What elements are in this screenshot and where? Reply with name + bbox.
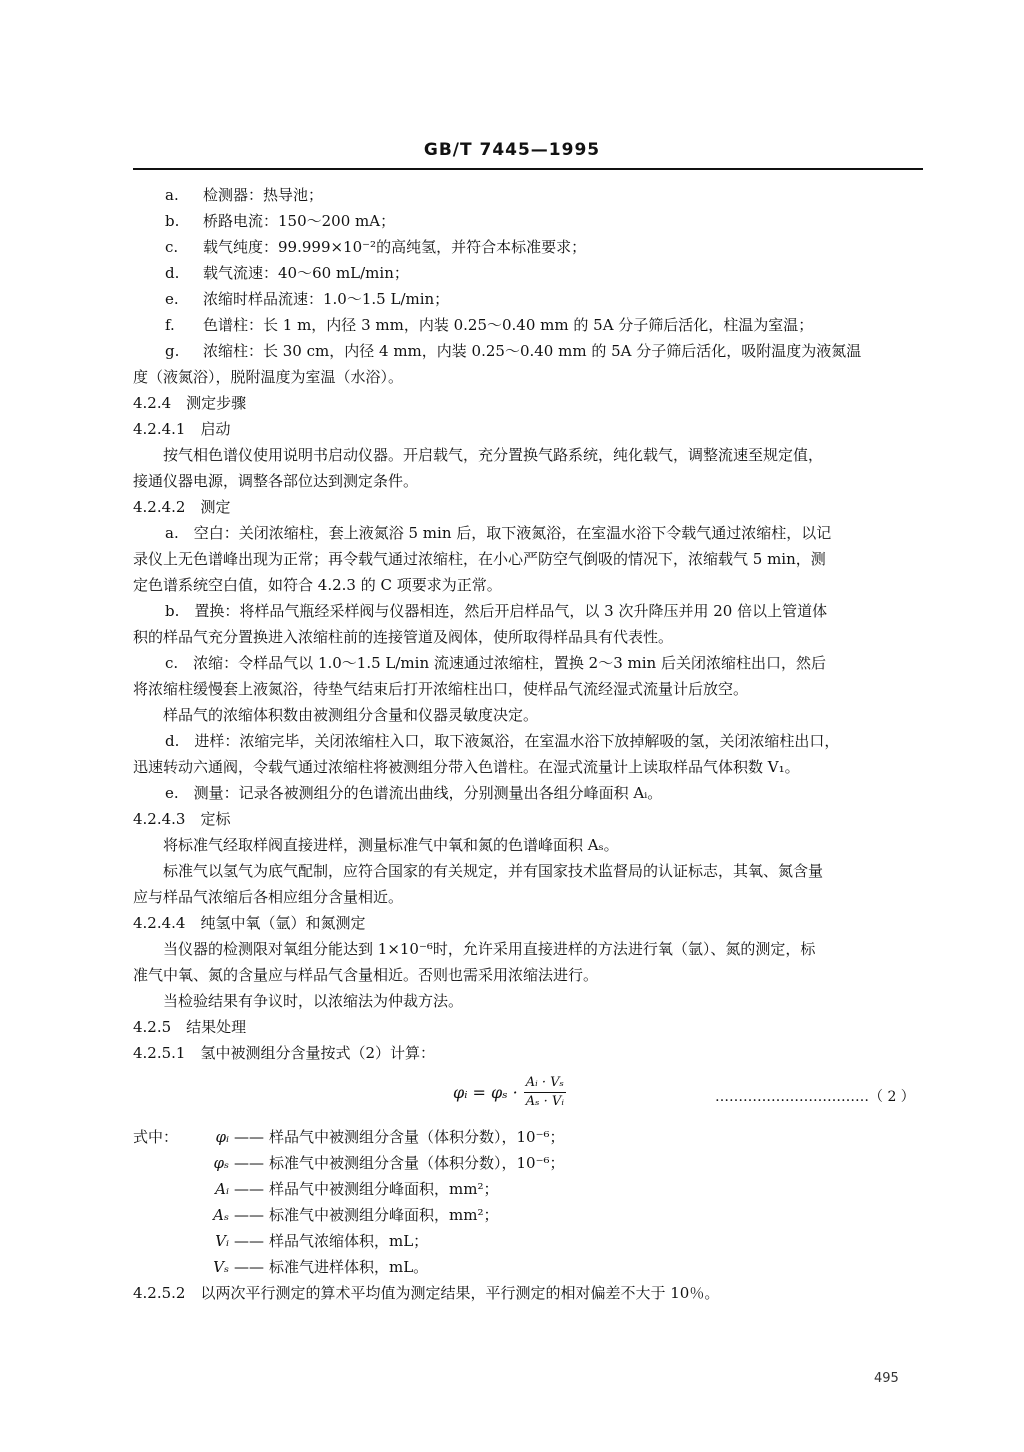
definition-symbol	[133, 1124, 229, 1150]
header-rule	[133, 168, 923, 170]
definition-symbol: Vᵢ	[215, 1232, 229, 1250]
symbol-text: φᵢ	[215, 1128, 229, 1146]
step-line: 迅速转动六通阀，令载气通过浓缩柱将被测组分带入色谱柱。在湿式流量计上读取样品气体积数 V₁。	[133, 758, 800, 776]
definition-symbol: Aₛ	[213, 1206, 229, 1224]
item-label: c.	[165, 238, 179, 256]
definition-text: 样品气中被测组分含量（体积分数），10⁻⁶；	[269, 1128, 565, 1146]
paragraph: 标准气以氢气为底气配制，应符合国家的有关规定，并有国家技术监督局的认证标志，其氧、氮含量	[163, 862, 824, 880]
definition-symbol: Vₛ	[213, 1258, 229, 1276]
definition-row	[133, 1254, 928, 1280]
condition-item	[133, 312, 928, 338]
definition-row	[133, 1228, 928, 1254]
formula	[453, 1074, 566, 1111]
step-line: 录仪上无色谱峰出现为正常；再令载气通过浓缩柱，在小心严防空气倒吸的情况下，浓缩载气 5 min，测	[133, 550, 826, 568]
formula-lhs: φᵢ = φₛ ·	[453, 1082, 518, 1102]
section-heading: 4.2.4.4 纯氢中氧（氩）和氮测定	[133, 914, 366, 932]
definition-dash: ——	[234, 1128, 264, 1146]
definition-dash: ——	[234, 1206, 264, 1224]
condition-item	[133, 260, 928, 286]
definition-row	[133, 1176, 928, 1202]
condition-item	[133, 208, 928, 234]
formula-fraction	[524, 1074, 566, 1111]
document-header: GB/T 7445—1995	[423, 140, 601, 160]
item-text: 浓缩时样品流速：1.0～1.5 L/min；	[203, 290, 450, 308]
definition-row	[133, 1124, 928, 1150]
paragraph-continuation: 准气中氧、氮的含量应与样品气含量相近。否则也需采用浓缩法进行。	[133, 966, 599, 984]
condition-item	[133, 234, 928, 260]
step-line: 定色谱系统空白值，如符合 4.2.3 的 C 项要求为正常。	[133, 576, 502, 594]
condition-item	[133, 182, 928, 208]
paragraph: 将标准气经取样阀直接进样，测量标准气中氧和氮的色谱峰面积 Aₛ。	[163, 836, 619, 854]
item-text: 浓缩柱：长 30 cm，内径 4 mm，内装 0.25～0.40 mm 的 5A 分子筛后活化，吸附温度为液氮温	[203, 342, 862, 360]
definition-dash: ——	[234, 1258, 264, 1276]
definition-dash: ——	[234, 1232, 264, 1250]
step-line: 将浓缩柱缓慢套上液氮浴，待垫气结束后打开浓缩柱出口，使样品气流经湿式流量计后放空。	[133, 680, 749, 698]
step-line: c. 浓缩：令样品气以 1.0～1.5 L/min 流速通过浓缩柱，置换 2～3 min 后关闭浓缩柱出口，然后	[165, 654, 826, 672]
item-text: 色谱柱：长 1 m，内径 3 mm，内装 0.25～0.40 mm 的 5A 分子筛后活化，柱温为室温；	[203, 316, 814, 334]
item-text: 载气纯度：99.999×10⁻²的高纯氢，并符合本标准要求；	[203, 238, 587, 256]
section-heading: 4.2.4.2 测定	[133, 498, 231, 516]
definition-text: 样品气中被测组分峰面积，mm²；	[269, 1180, 499, 1198]
step-line: 样品气的浓缩体积数由被测组分含量和仪器灵敏度决定。	[163, 706, 539, 724]
definition-dash: ——	[234, 1180, 264, 1198]
formula-denominator: Aₛ · Vᵢ	[525, 1094, 564, 1109]
item-text: 载气流速：40～60 mL/min；	[203, 264, 409, 282]
item-text: 桥路电流：150～200 mA；	[203, 212, 396, 230]
paragraph: 按气相色谱仪使用说明书启动仪器。开启载气，充分置换气路系统，纯化载气，调整流速至规定值，	[163, 446, 824, 464]
step-line: e. 测量：记录各被测组分的色谱流出曲线，分别测量出各组分峰面积 Aᵢ。	[165, 784, 663, 802]
section-heading: 4.2.5 结果处理	[133, 1018, 247, 1036]
definition-dash: ——	[234, 1154, 264, 1172]
definition-symbol: φₛ	[213, 1154, 229, 1172]
definition-row	[133, 1202, 928, 1228]
paragraph-continuation: 接通仪器电源，调整各部位达到测定条件。	[133, 472, 419, 490]
page-number: 495	[874, 1371, 899, 1386]
item-continuation: 度（液氮浴），脱附温度为室温（水浴）。	[133, 368, 404, 386]
formula-number: ……………………………（ 2 ）	[715, 1089, 915, 1105]
section-heading: 4.2.5.2 以两次平行测定的算术平均值为测定结果，平行测定的相对偏差不大于 10％。	[133, 1284, 720, 1302]
formula-numerator: Aᵢ · Vₛ	[524, 1074, 566, 1093]
item-text: 检测器：热导池；	[203, 186, 324, 204]
definition-text: 样品气浓缩体积，mL；	[269, 1232, 429, 1250]
step-line: d. 进样：浓缩完毕，关闭浓缩柱入口，取下液氮浴，在室温水浴下放掉解吸的氢，关闭浓缩柱出口，	[165, 732, 840, 750]
document-body	[133, 182, 928, 1306]
definition-symbol: Aᵢ	[215, 1180, 229, 1198]
condition-item	[133, 286, 928, 312]
paragraph-continuation: 应与样品气浓缩后各相应组分含量相近。	[133, 888, 404, 906]
definition-text: 标准气中被测组分含量（体积分数），10⁻⁶；	[269, 1154, 565, 1172]
definition-text: 标准气进样体积，mL。	[269, 1258, 429, 1276]
item-label: g.	[165, 342, 180, 360]
section-heading: 4.2.5.1 氢中被测组分含量按式（2）计算：	[133, 1044, 436, 1062]
step-line: 积的样品气充分置换进入浓缩柱前的连接管道及阀体，使所取得样品具有代表性。	[133, 628, 674, 646]
definition-row	[133, 1150, 928, 1176]
definition-text: 标准气中被测组分峰面积，mm²；	[269, 1206, 499, 1224]
formula-block	[133, 1068, 928, 1124]
section-heading: 4.2.4 测定步骤	[133, 394, 247, 412]
condition-item	[133, 338, 928, 364]
section-heading: 4.2.4.1 启动	[133, 420, 231, 438]
paragraph: 当仪器的检测限对氧组分能达到 1×10⁻⁶时，允许采用直接进样的方法进行氧（氩）、氮的测定，标	[163, 940, 816, 958]
item-label: d.	[165, 264, 180, 282]
where-label: 式中：	[133, 1128, 179, 1146]
item-label: f.	[165, 316, 175, 334]
step-line: b. 置换：将样品气瓶经采样阀与仪器相连，然后开启样品气，以 3 次升降压并用 20 倍以上管道体	[165, 602, 828, 620]
item-label: b.	[165, 212, 180, 230]
item-label: e.	[165, 290, 179, 308]
paragraph: 当检验结果有争议时，以浓缩法为仲裁方法。	[163, 992, 464, 1010]
item-label: a.	[165, 186, 179, 204]
step-line: a. 空白：关闭浓缩柱，套上液氮浴 5 min 后，取下液氮浴，在室温水浴下令载气通过浓缩柱，以记	[165, 524, 832, 542]
section-heading: 4.2.4.3 定标	[133, 810, 231, 828]
